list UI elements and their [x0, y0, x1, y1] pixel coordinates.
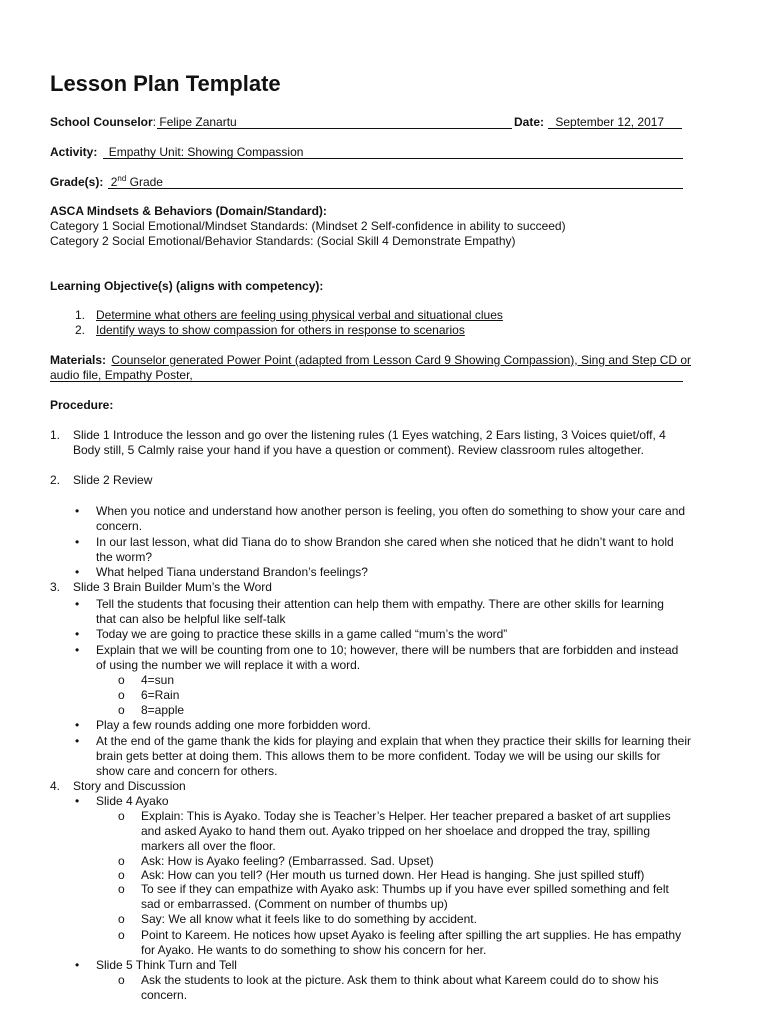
bullet-text: the worm?: [96, 550, 153, 564]
sub-bullet-text: Ask: How can you tell? (Her mouth us turned down. Her Head is hanging. She just spilled stuff): [141, 868, 645, 882]
grade-underline: [108, 188, 683, 189]
materials-label: Materials:: [50, 353, 107, 367]
counselor-field: School Counselor: Felipe Zanartu: [50, 115, 237, 129]
date-value: September 12, 2017: [555, 115, 665, 129]
sub-bullet-text: Say: We all know what it feels like to do something by accident.: [141, 912, 477, 926]
step4-title: Story and Discussion: [73, 779, 186, 793]
materials-line-2: audio file, Empathy Poster,: [50, 368, 193, 382]
bullet-icon: •: [75, 958, 80, 972]
counselor-label: School Counselor: [50, 115, 153, 129]
bullet-text: concern.: [96, 519, 143, 533]
grade-suffix: nd: [117, 174, 127, 183]
asca-section: [50, 204, 720, 249]
asca-line-2: Category 2 Social Emotional/Behavior Standards: (Social Skill 4 Demonstrate Empathy): [50, 234, 516, 248]
bullet-text: that can also be helpful like self-talk: [96, 612, 286, 626]
bullet-text: At the end of the game thank the kids for playing and explain that when they practice their skills for learning their: [96, 734, 692, 748]
sub-bullet-icon: o: [118, 882, 125, 896]
sub-bullet-text: sad or embarrassed. (Comment on number of thumbs up): [141, 897, 448, 911]
bullet-icon: •: [75, 597, 80, 611]
step-number: 3.: [50, 580, 61, 594]
counselor-underline: [157, 128, 512, 129]
objective-text: Determine what others are feeling using physical verbal and situational clues: [96, 308, 503, 322]
objective-text: Identify ways to show compassion for others in response to scenarios: [96, 323, 465, 337]
bullet-icon: •: [75, 535, 80, 549]
bullet-text: show care and concern for others.: [96, 764, 278, 778]
sub-bullet-icon: o: [118, 868, 125, 882]
activity-value: Empathy Unit: Showing Compassion: [108, 145, 304, 159]
slide4-title: Slide 4 Ayako: [96, 794, 169, 808]
materials-underline: [50, 381, 683, 382]
page-title: Lesson Plan Template: [50, 71, 281, 96]
sub-bullet-text: Explain: This is Ayako. Today she is Teacher’s Helper. Her teacher prepared a basket of art supplies: [141, 809, 671, 823]
bullet-icon: •: [75, 643, 80, 657]
bullet-text: Tell the students that focusing their attention can help them with empathy. There are other skills for learning: [96, 597, 664, 611]
bullet-icon: •: [75, 504, 80, 518]
step1-line-1: Slide 1 Introduce the lesson and go over the listening rules (1 Eyes watching, 2 Ears listing, 3 Voices quiet/off, 4: [73, 428, 666, 442]
bullet-icon: •: [75, 794, 80, 808]
sub-bullet-icon: o: [118, 912, 125, 926]
step-number: 4.: [50, 779, 61, 793]
objective-number: 2.: [75, 323, 86, 337]
materials-line-1: Counselor generated Power Point (adapted from Lesson Card 9 Showing Compassion), Sing and Step CD or: [111, 353, 692, 367]
bullet-text: of using the number we will replace it with a word.: [96, 658, 361, 672]
bullet-icon: •: [75, 718, 80, 732]
activity-underline: [103, 158, 683, 159]
step-number: 2.: [50, 473, 61, 487]
objectives-heading: Learning Objective(s) (aligns with competency):: [50, 279, 324, 293]
objective-item: [75, 323, 85, 338]
objective-item: [75, 308, 85, 323]
objective-number: 1.: [75, 308, 86, 322]
bullet-icon: •: [75, 565, 80, 579]
bullet-text: In our last lesson, what did Tiana do to show Brandon she cared when she noticed that he didn’t want to hold: [96, 535, 674, 549]
bullet-icon: •: [75, 734, 80, 748]
slide5-title: Slide 5 Think Turn and Tell: [96, 958, 237, 972]
sub-bullet-text: 6=Rain: [141, 688, 180, 702]
grade-number: 2: [110, 175, 118, 189]
sub-bullet-icon: o: [118, 854, 125, 868]
activity-label: Activity:: [50, 145, 98, 159]
asca-heading: ASCA Mindsets & Behaviors (Domain/Standard):: [50, 204, 327, 218]
date-underline: [548, 128, 682, 129]
sub-bullet-icon: o: [118, 809, 125, 823]
procedure-heading: Procedure:: [50, 398, 114, 412]
sub-bullet-text: Point to Kareem. He notices how upset Ayako is feeling after spilling the art supplies. He has empathy: [141, 928, 682, 942]
sub-bullet-icon: o: [118, 928, 125, 942]
bullet-icon: •: [75, 627, 80, 641]
grade-rest: Grade: [126, 175, 163, 189]
bullet-text: Explain that we will be counting from one to 10; however, there will be numbers that are forbidden and instead: [96, 643, 679, 657]
sub-bullet-text: and asked Ayako to hand them out. Ayako tripped on her shoelace and dropped the tray, spilling: [141, 824, 651, 838]
sub-bullet-text: 4=sun: [141, 673, 175, 687]
counselor-value: Felipe Zanartu: [159, 115, 237, 129]
sub-bullet-text: To see if they can empathize with Ayako ask: Thumbs up if you have ever spilled something and felt: [141, 882, 669, 896]
bullet-text: Play a few rounds adding one more forbidden word.: [96, 718, 371, 732]
sub-bullet-icon: o: [118, 973, 125, 987]
bullet-text: What helped Tiana understand Brandon’s feelings?: [96, 565, 368, 579]
sub-bullet-text: concern.: [141, 988, 188, 1002]
sub-bullet-text: Ask the students to look at the picture. Ask them to think about what Kareem could do to show his: [141, 973, 659, 987]
asca-line-1: Category 1 Social Emotional/Mindset Standards: (Mindset 2 Self-confidence in ability to succeed): [50, 219, 566, 233]
step-number: 1.: [50, 428, 61, 442]
sub-bullet-text: 8=apple: [141, 703, 185, 717]
bullet-text: When you notice and understand how another person is feeling, you often do something to show your care and: [96, 504, 686, 518]
sub-bullet-icon: o: [118, 688, 125, 702]
bullet-text: Today we are going to practice these skills in a game called “mum’s the word”: [96, 627, 508, 641]
sub-bullet-text: for Ayako. He wants to do something to show his concern for her.: [141, 943, 487, 957]
step1-line-2: Body still, 5 Calmly raise your hand if you have a question or comment). Review classroom rules altogether.: [73, 443, 644, 457]
sub-bullet-icon: o: [118, 673, 125, 687]
sub-bullet-icon: o: [118, 703, 125, 717]
bullet-text: brain gets better at doing them. This allows them to be more confident. Today we will be using our skills for: [96, 749, 661, 763]
grade-label: Grade(s):: [50, 175, 104, 189]
sub-bullet-text: Ask: How is Ayako feeling? (Embarrassed. Sad. Upset): [141, 854, 434, 868]
materials-field: [50, 353, 691, 368]
step3-title: Slide 3 Brain Builder Mum’s the Word: [73, 580, 272, 594]
step2-title: Slide 2 Review: [73, 473, 153, 487]
date-label: Date:: [514, 115, 545, 129]
sub-bullet-text: markers all over the floor.: [141, 839, 276, 853]
